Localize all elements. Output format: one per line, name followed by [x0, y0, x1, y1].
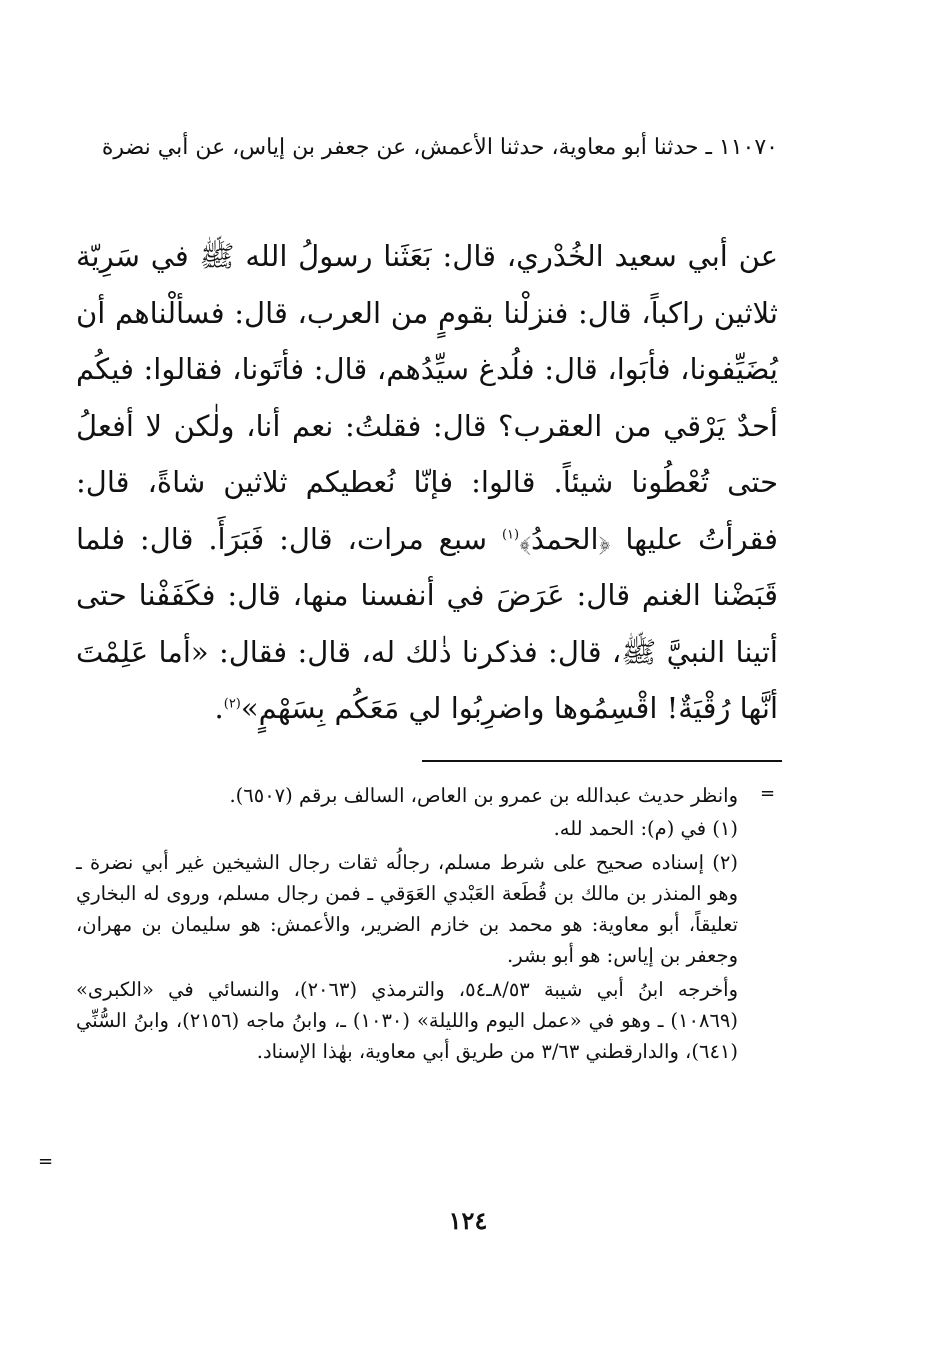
footnote-ref-1: (١) [501, 526, 520, 542]
footnotes-section [76, 780, 778, 1070]
footnote-2-paragraph-2: وأخرجه ابنُ أبي شيبة ٨/٥٣ـ٥٤، والترمذي (٢٠٦٣)، والنسائي في «الكبرى» (١٠٨٦٩) ـ وهو في «عمل اليوم والليلة» (١٠٣٠) ـ، وابنُ ماجه (٢١٥٦)، وابنُ السُّنِّي (٦٤١)، والدارقطني ٣/٦٣ من طريق أبي معاوية، بهٰذا الإسناد. [76, 977, 739, 1064]
continuation-mark-top: = [760, 783, 776, 804]
page-number: ١٢٤ [448, 1206, 488, 1235]
hadith-text-end: . [214, 691, 224, 725]
hadith-chain-header: ١١٠٧٠ ـ حدثنا أبو معاوية، حدثنا الأعمش، عن جعفر بن إياس، عن أبي نضرة [101, 135, 778, 160]
footnote-ref-2: (٢) [223, 696, 241, 712]
footnote-previous-continuation: وانظر حديث عبدالله بن عمرو بن العاص، السالف برقم (٦٥٠٧). [229, 784, 738, 807]
footnote-2-paragraph-1: (٢) إسناده صحيح على شرط مسلم، رجالُه ثقات رجال الشيخين غير أبي نضرة ـ وهو المنذر بن مالك بن قُطَعة العَبْدي العَوَقي ـ فمن رجال مسلم، وروى له البخاري تعليقاً، أبو معاوية: هو محمد بن خازم الضرير، والأعمش: هو سليمان بن مهران، وجعفر بن إياس: هو أبو بشر. [76, 850, 738, 968]
hadith-text-part1: عن أبي سعيد الخُدْري، قال: بَعَثَنا رسولُ الله ﷺ في سَرِيّة ثلاثين راكباً، قال: فنزلْنا بقومٍ من العرب، قال: فسألْناهم أن يُضَيِّفونا، فأبَوا، قال: فلُدغ سيِّدُهم، قال: فأتَونا، فقالوا: فيكُم أحدٌ يَرْقي من العقرب؟ قال: فقلتُ: نعم أنا، ولٰكن لا أفعلُ حتى تُعْطُونا شيئاً. قالوا: فإنّا نُعطيكم ثلاثين شاةً، قال: فقرأتُ عليها ﴿الحمدُ﴾ [76, 239, 778, 556]
footnote-divider [422, 760, 782, 762]
footnote-1: (١) في (م): الحمد لله. [553, 817, 738, 841]
continuation-mark-bottom: = [38, 1151, 54, 1172]
hadith-text [76, 228, 778, 737]
hadith-text-part2: سبع مرات، قال: فَبَرَأَ. قال: فلما قَبَضْنا الغنم قال: عَرَضَ في أنفسنا منها، قال: فكَفَفْنا حتى أتينا النبيَّ ﷺ، قال: فذكرنا ذٰلك له، قال: فقال: «أما عَلِمْتَ أنَّها رُقْيَةٌ! اقْسِمُوها واضرِبُوا لي مَعَكُم بِسَهْمٍ» [76, 521, 778, 725]
